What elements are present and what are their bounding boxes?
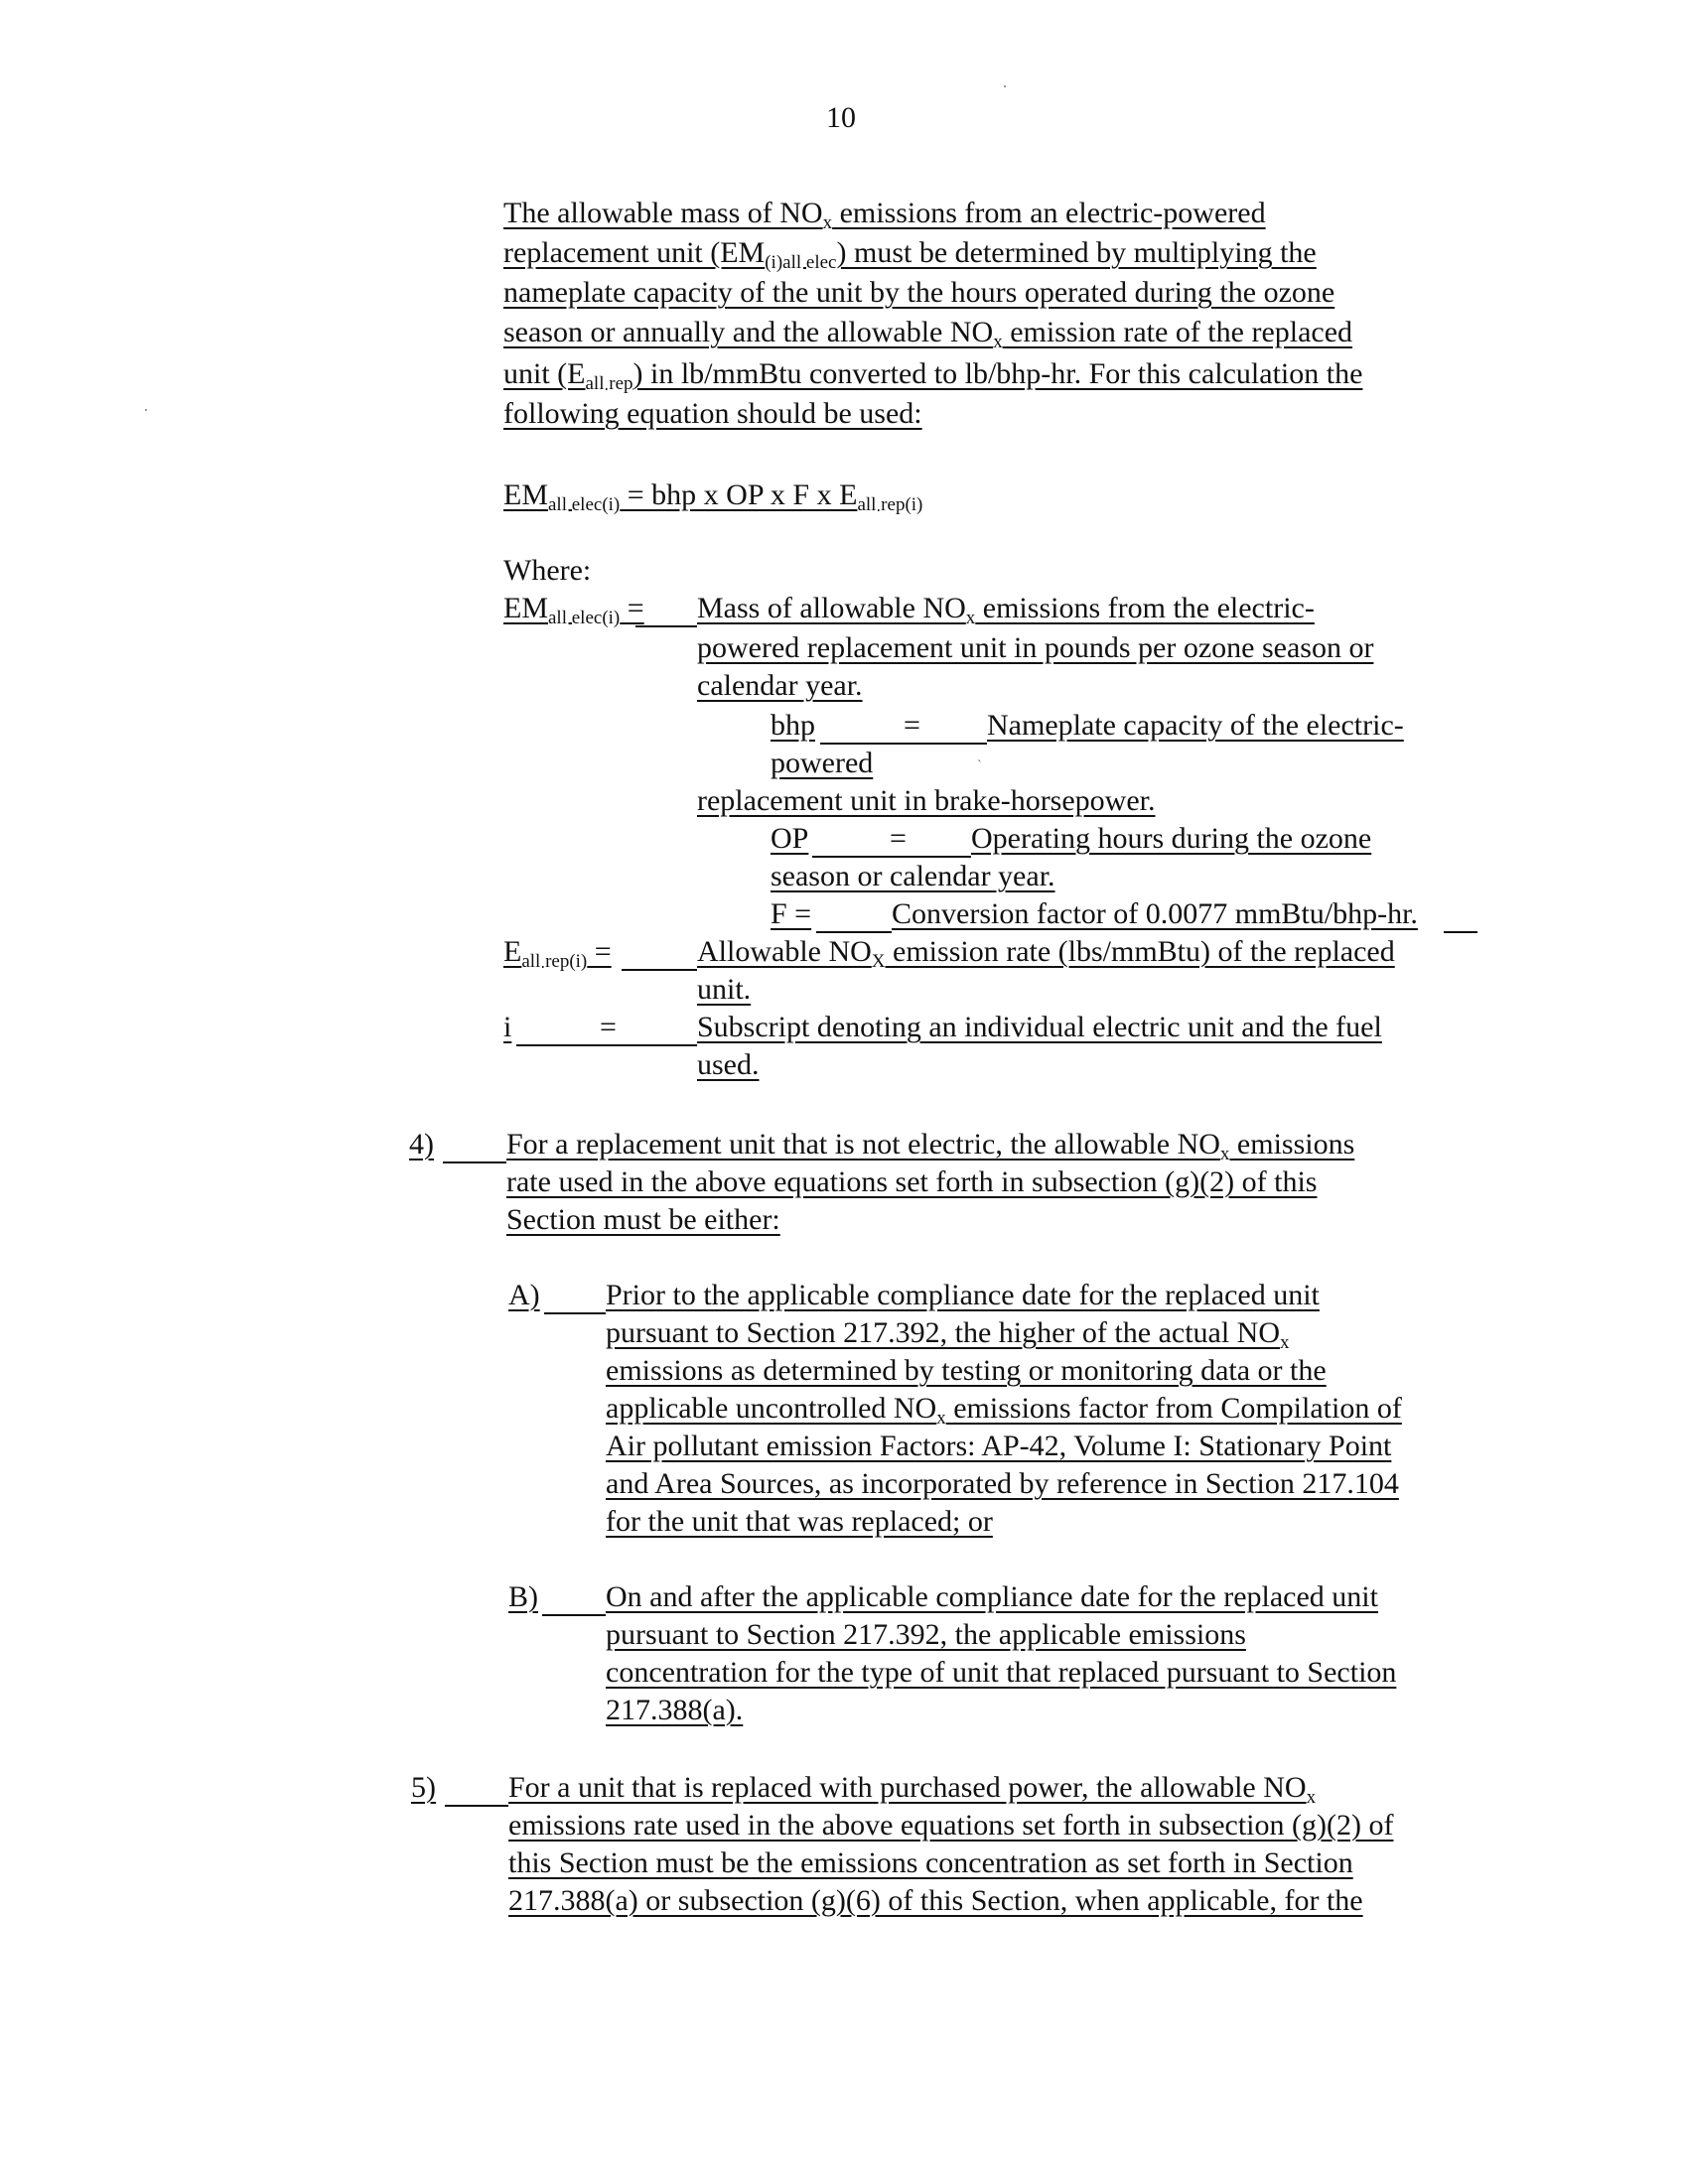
- itemB-label: B): [508, 1580, 538, 1613]
- where-label: Where:: [503, 554, 592, 587]
- def-op-eq: =: [890, 822, 907, 855]
- scan-speck: [1004, 85, 1006, 87]
- def-em-term: $EM_{all elec(i)}$ =: [503, 592, 644, 628]
- item5-rule: [445, 1805, 508, 1807]
- item4-line1: For a replacement unit that is not electric, the allowable $NO_x$ emissions: [506, 1128, 1355, 1164]
- def-bhp-line1: Nameplate capacity of the electric-: [987, 709, 1404, 742]
- itemA-line5: Air pollutant emission Factors: AP-42, Volume I: Stationary Point: [606, 1430, 1392, 1462]
- itemA-line1: Prior to the applicable compliance date for the replaced unit: [606, 1279, 1320, 1311]
- def-f-rule-end: [1444, 931, 1477, 933]
- itemA-rule: [544, 1312, 606, 1314]
- itemB-line1: On and after the applicable compliance date for the replaced unit: [606, 1580, 1378, 1613]
- item5-line3: this Section must be the emissions concentration as set forth in Section: [508, 1846, 1353, 1879]
- def-bhp-line2: powered: [771, 747, 874, 779]
- def-em-line1: Mass of allowable $NO_x$ emissions from the electric-: [697, 592, 1315, 628]
- def-op-line1: Operating hours during the ozone: [971, 822, 1372, 855]
- item5-line1: For a unit that is replaced with purchased power, the allowable $NO_x$: [508, 1771, 1317, 1808]
- def-e-term: $E_{all rep(i)}$ =: [503, 935, 612, 972]
- def-op-line2: season or calendar year.: [771, 860, 1055, 892]
- def-em-rule: [635, 625, 697, 627]
- def-i-line2: used.: [697, 1048, 760, 1081]
- def-e-rule: [622, 969, 697, 971]
- item4-line2: rate used in the above equations set forth in subsection (g)(2) of this: [506, 1165, 1318, 1198]
- itemA-line7: for the unit that was replaced; or: [606, 1505, 993, 1538]
- def-bhp-term: bhp: [771, 709, 815, 742]
- def-i-term: i: [503, 1011, 512, 1043]
- def-em-line3: calendar year.: [697, 669, 863, 702]
- para1-line6: following equation should be used:: [503, 397, 922, 430]
- item4-rule: [443, 1161, 506, 1163]
- def-i-line1: Subscript denoting an individual electric unit and the fuel: [697, 1011, 1382, 1043]
- def-em-line2: powered replacement unit in pounds per ozone season or: [697, 631, 1374, 664]
- scan-mark: `: [977, 758, 982, 773]
- itemA-line4: applicable uncontrolled $NO_x$ emissions factor from Compilation of: [606, 1392, 1402, 1429]
- equation: $EM_{all elec(i)}$ = bhp x OP x F x $E_{all rep(i)}$: [503, 478, 923, 515]
- para1-line5: unit $(E_{all rep})$ in lb/mmBtu converted to lb/bhp-hr. For this calculation the: [503, 357, 1363, 394]
- para1-line2: replacement unit $(EM_{(i)all elec})$ must be determined by multiplying the: [503, 236, 1317, 273]
- itemA-line3: emissions as determined by testing or monitoring data or the: [606, 1354, 1327, 1387]
- para1-line4: season or annually and the allowable $NO_x$ emission rate of the replaced: [503, 316, 1353, 352]
- itemB-line2: pursuant to Section 217.392, the applicable emissions: [606, 1618, 1246, 1651]
- def-f-line1: Conversion factor of 0.0077 mmBtu/bhp-hr.: [892, 897, 1418, 930]
- itemA-label: A): [508, 1279, 540, 1311]
- itemA-line2: pursuant to Section 217.392, the higher of the actual $NO_x$: [606, 1316, 1290, 1353]
- def-f-term: F =: [771, 897, 812, 930]
- itemA-line6: and Area Sources, as incorporated by reference in Section 217.104: [606, 1467, 1399, 1500]
- def-bhp-eq: =: [904, 709, 920, 742]
- scan-speck: [145, 409, 147, 411]
- item4-number: 4): [409, 1128, 434, 1160]
- para1-line3: nameplate capacity of the unit by the hours operated during the ozone: [503, 276, 1335, 309]
- itemB-line4: 217.388(a).: [606, 1694, 744, 1726]
- page-number: 10: [826, 101, 856, 134]
- def-e-line1: Allowable $NO_X$ emission rate (lbs/mmBtu) of the replaced: [697, 935, 1395, 972]
- def-bhp-line3: replacement unit in brake-horsepower.: [697, 784, 1156, 817]
- itemB-line3: concentration for the type of unit that replaced pursuant to Section: [606, 1656, 1397, 1689]
- itemB-rule: [542, 1614, 606, 1616]
- def-e-line2: unit.: [697, 973, 752, 1006]
- para1-line1: The allowable mass of $NO_x$ emissions from an electric-powered: [503, 197, 1266, 233]
- item4-line3: Section must be either:: [506, 1203, 780, 1236]
- item5-number: 5): [411, 1771, 436, 1804]
- item5-line2: emissions rate used in the above equations set forth in subsection (g)(2) of: [508, 1809, 1394, 1842]
- item5-line4: 217.388(a) or subsection (g)(6) of this Section, when applicable, for the: [508, 1884, 1363, 1917]
- def-i-eq: =: [600, 1011, 617, 1043]
- def-op-term: OP: [771, 822, 809, 855]
